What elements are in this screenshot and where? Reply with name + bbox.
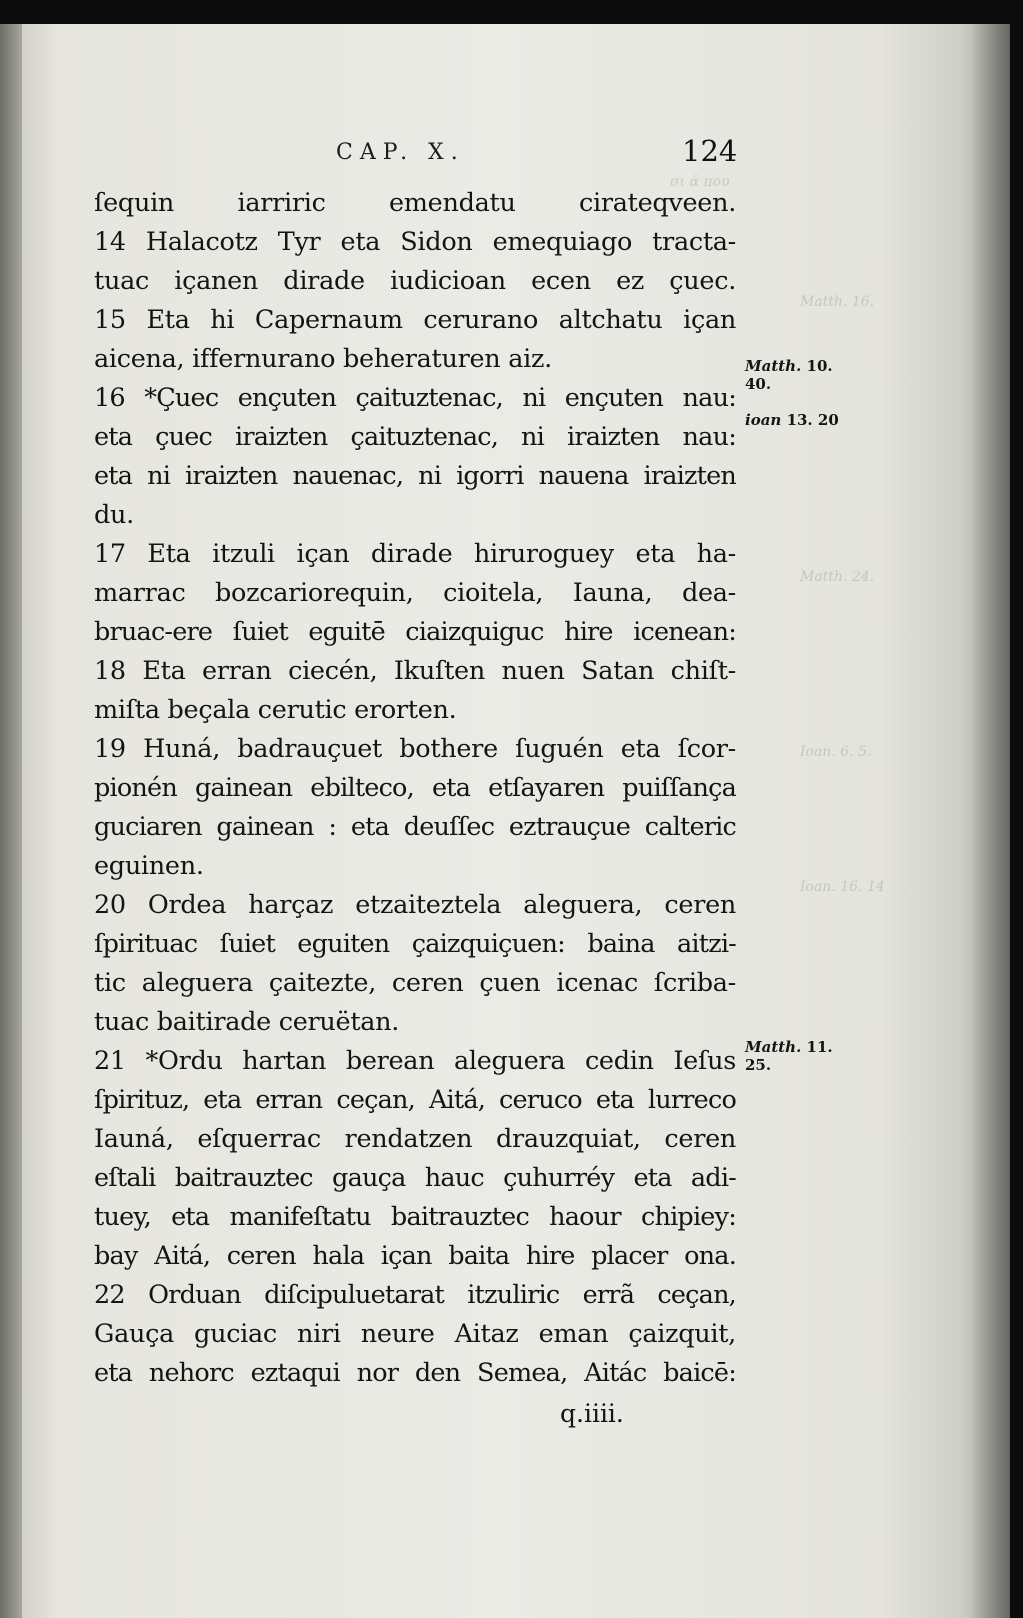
text-line: miſta beçala cerutic erorten. (94, 695, 457, 725)
page-edge-shadow (970, 24, 1010, 1618)
margin-note-book: ioan (745, 411, 782, 429)
bleed-through-text: Matth. 16. (800, 294, 875, 310)
margin-note (745, 357, 833, 393)
text-line: eta çuec iraizten çaituztenac, ni iraizten nau: (94, 422, 736, 452)
bleed-through-text: Ioan. 16. 14 (800, 879, 885, 895)
margin-note-ref: 10. (806, 357, 833, 375)
text-line: 18 Eta erran ciecén, Ikuſten nuen Satan chiſt- (94, 656, 736, 686)
bleed-through-text: σι ά που (670, 174, 730, 190)
text-line: 20 Ordea harçaz etzaiteztela aleguera, ceren (94, 890, 736, 920)
page-header (0, 134, 1010, 174)
margin-note-book: Matth. (745, 1038, 802, 1056)
margin-note-book: Matth. (745, 357, 802, 375)
margin-note (745, 1038, 833, 1074)
margin-note (745, 411, 839, 429)
book-page (0, 24, 1010, 1618)
text-line: eta nehorc eztaqui nor den Semea, Aitác baicē: (94, 1358, 736, 1388)
text-line: bruac-ere ſuiet eguitē ciaizquiguc hire icenean: (94, 617, 736, 647)
text-line: 14 Halacotz Tyr eta Sidon emequiago tracta- (94, 227, 736, 257)
text-line: aicena, iffernurano beheraturen aiz. (94, 344, 552, 374)
text-line: Iauná, eſquerrac rendatzen drauzquiat, ceren (94, 1124, 736, 1154)
body-text (94, 184, 736, 1393)
text-line: du. (94, 500, 134, 530)
text-line: pionén gainean ebilteco, eta etſayaren puiſſança (94, 773, 736, 803)
text-line: tuac içanen dirade iudicioan ecen ez çuec. (94, 266, 736, 296)
text-line: 21 *Ordu hartan berean aleguera cedin Ieſus (94, 1046, 736, 1076)
text-line: tuac baitirade ceruëtan. (94, 1007, 400, 1037)
text-line: eſtali baitrauztec gauça hauc çuhurréy eta adi- (94, 1163, 736, 1193)
text-line: marrac bozcariorequin, cioitela, Iauna, dea- (94, 578, 736, 608)
text-line: tic aleguera çaitezte, ceren çuen icenac ſcriba- (94, 968, 736, 998)
text-line: 17 Eta itzuli içan dirade hiruroguey eta ha- (94, 539, 736, 569)
text-line: eguinen. (94, 851, 204, 881)
text-line: ſequin iarriric emendatu cirateqveen. (94, 188, 736, 218)
text-line: Gauça guciac niri neure Aitaz eman çaizquit, (94, 1319, 736, 1349)
bleed-through-text: Matth. 24. (800, 569, 875, 585)
text-line: tuey, eta manifeſtatu baitrauztec haour chipiey: (94, 1202, 736, 1232)
text-line: ſpirituz, eta erran ceçan, Aitá, ceruco eta lurreco (94, 1085, 736, 1115)
margin-note-cont: 40. (745, 375, 772, 393)
text-line: ſpirituac ſuiet eguiten çaizquiçuen: baina aitzi- (94, 929, 736, 959)
running-head: CAP. X. (336, 140, 465, 165)
text-line: 16 *Çuec ençuten çaituztenac, ni ençuten nau: (94, 383, 736, 413)
text-line: 19 Huná, badrauçuet bothere ſuguén eta ſcor- (94, 734, 736, 764)
margin-note-ref: 11. (806, 1038, 833, 1056)
bleed-through-text: Ioan. 6. 5. (800, 744, 872, 760)
book-spine-shadow (0, 24, 22, 1618)
text-line: guciaren gainean : eta deuſſec eztrauçue calteric (94, 812, 736, 842)
signature-mark: q.iiii. (560, 1399, 624, 1428)
text-line: 22 Orduan diſcipuluetarat itzuliric errã ceçan, (94, 1280, 736, 1310)
text-line: 15 Eta hi Capernaum cerurano altchatu içan (94, 305, 736, 335)
page-number: 124 (682, 134, 738, 168)
margin-note-cont: 25. (745, 1056, 772, 1074)
margin-note-ref: 13. 20 (786, 411, 839, 429)
text-line: bay Aitá, ceren hala içan baita hire placer ona. (94, 1241, 736, 1271)
text-line: eta ni iraizten nauenac, ni igorri nauena iraizten (94, 461, 736, 491)
